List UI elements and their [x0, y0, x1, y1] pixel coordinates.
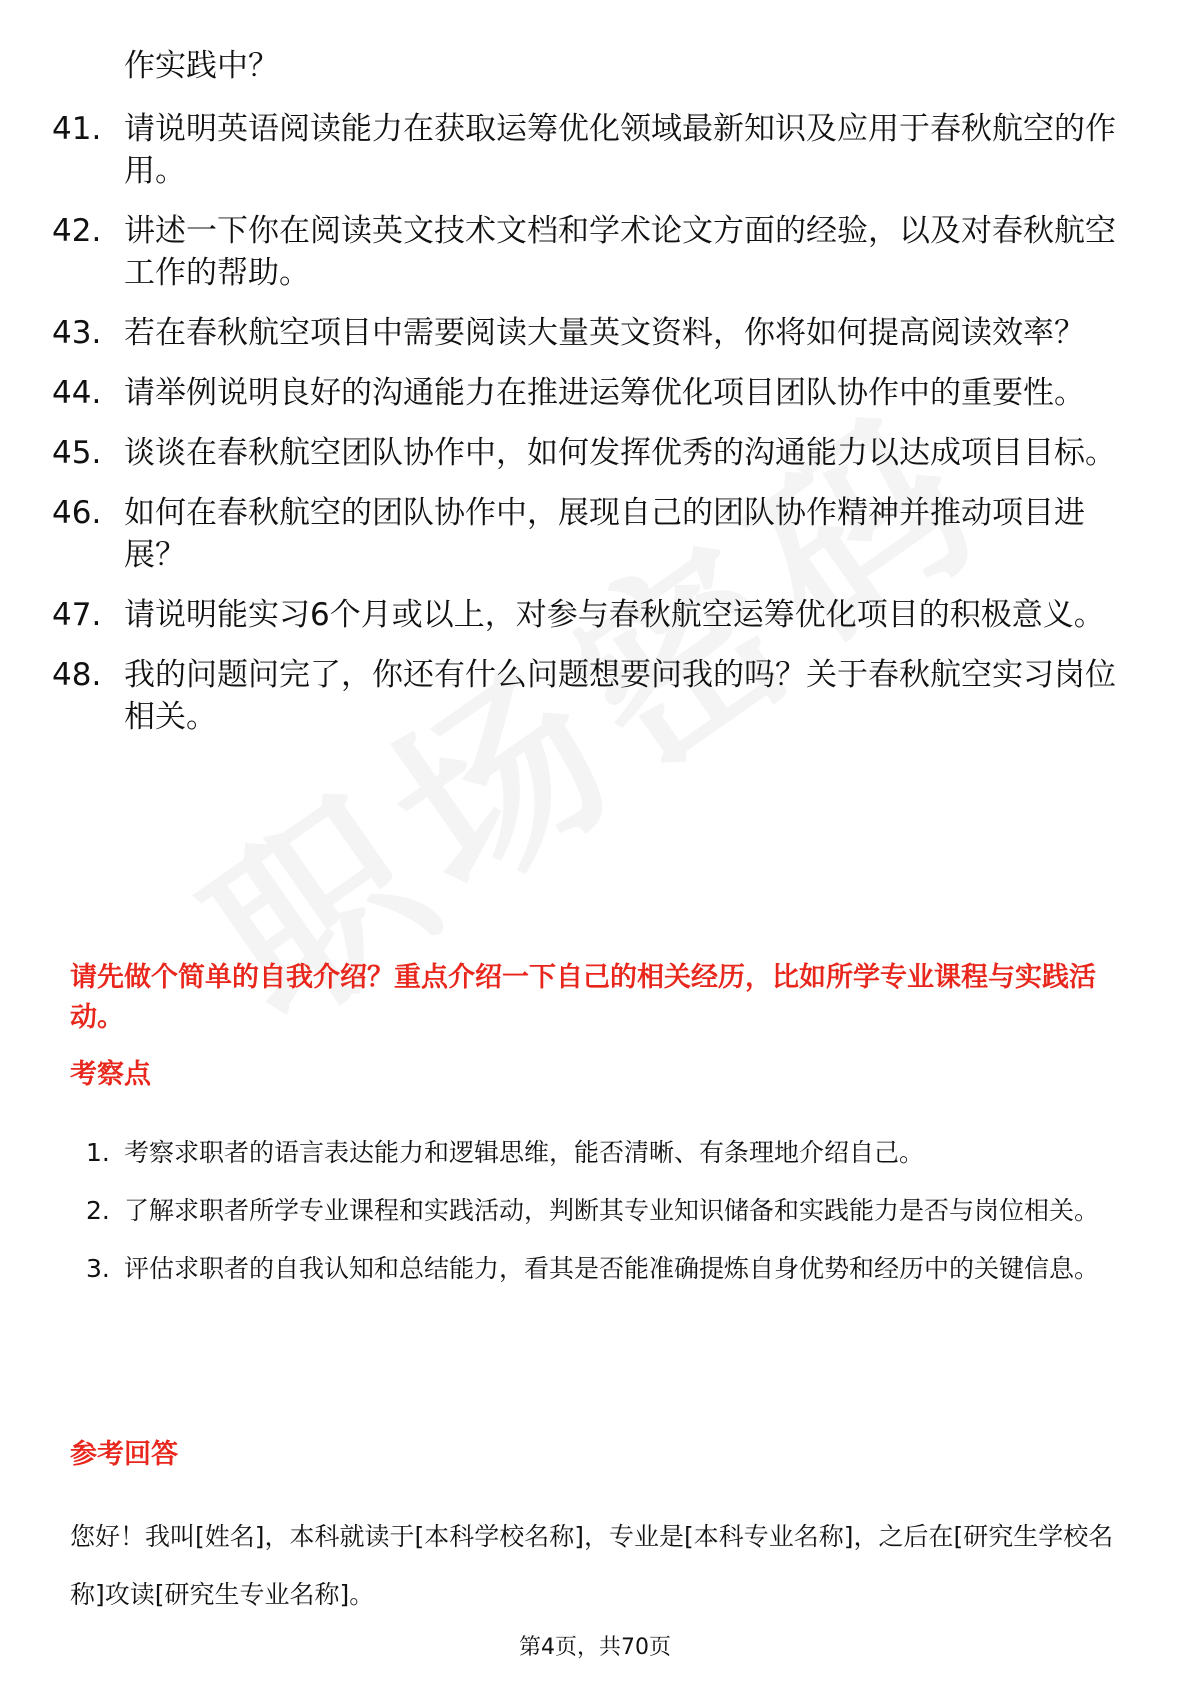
question-item	[52, 432, 1132, 474]
question-number: 41.	[52, 111, 102, 147]
point-text: 了解求职者所学专业课程和实践活动，判断其专业知识储备和实践能力是否与岗位相关。	[124, 1196, 1100, 1225]
answer-heading: 参考回答	[70, 1439, 178, 1470]
point-item	[86, 1240, 1126, 1298]
question-number: 46.	[52, 495, 102, 531]
question-list	[52, 108, 1132, 756]
question-item	[52, 372, 1132, 414]
reference-answer: 您好！我叫[姓名]，本科就读于[本科学校名称]，专业是[本科专业名称]，之后在[研究生学校名称]攻读[研究生专业名称]。	[70, 1522, 1114, 1609]
point-number: 1.	[86, 1138, 110, 1167]
question-number: 45.	[52, 435, 102, 471]
question-text: 若在春秋航空项目中需要阅读大量英文资料，你将如何提高阅读效率？	[124, 315, 1085, 351]
question-text: 讲述一下你在阅读英文技术文档和学术论文方面的经验，以及对春秋航空工作的帮助。	[124, 213, 1116, 291]
question-text: 请举例说明良好的沟通能力在推进运筹优化项目团队协作中的重要性。	[124, 375, 1085, 411]
question-number: 43.	[52, 315, 102, 351]
points-heading: 考察点	[70, 1059, 151, 1090]
question-text: 如何在春秋航空的团队协作中，展现自己的团队协作精神并推动项目进展？	[124, 495, 1085, 573]
question-text: 请说明能实习6个月或以上，对参与春秋航空运筹优化项目的积极意义。	[124, 597, 1105, 633]
question-item	[52, 312, 1132, 354]
point-text: 评估求职者的自我认知和总结能力，看其是否能准确提炼自身优势和经历中的关键信息。	[124, 1254, 1100, 1283]
point-item	[86, 1124, 1126, 1182]
point-text: 考察求职者的语言表达能力和逻辑思维，能否清晰、有条理地介绍自己。	[124, 1138, 925, 1167]
page-footer: 第4页，共70页	[519, 1635, 671, 1660]
question-item	[52, 108, 1132, 192]
question-item	[52, 492, 1132, 576]
point-item	[86, 1182, 1126, 1240]
question-number: 48.	[52, 657, 102, 693]
point-number: 3.	[86, 1254, 110, 1283]
featured-question: 请先做个简单的自我介绍？重点介绍一下自己的相关经历，比如所学专业课程与实践活动。	[70, 962, 1096, 1033]
question-item	[52, 654, 1132, 738]
question-text: 我的问题问完了，你还有什么问题想要问我的吗？关于春秋航空实习岗位相关。	[124, 657, 1116, 735]
question-text: 请说明英语阅读能力在获取运筹优化领域最新知识及应用于春秋航空的作用。	[124, 111, 1116, 189]
question-item	[52, 594, 1132, 636]
question-number: 42.	[52, 213, 102, 249]
question-text: 谈谈在春秋航空团队协作中，如何发挥优秀的沟通能力以达成项目目标。	[124, 435, 1116, 471]
point-number: 2.	[86, 1196, 110, 1225]
question-item	[52, 210, 1132, 294]
question-number: 44.	[52, 375, 102, 411]
continuation-text: 作实践中？	[124, 48, 279, 84]
points-list	[86, 1124, 1126, 1298]
question-number: 47.	[52, 597, 102, 633]
